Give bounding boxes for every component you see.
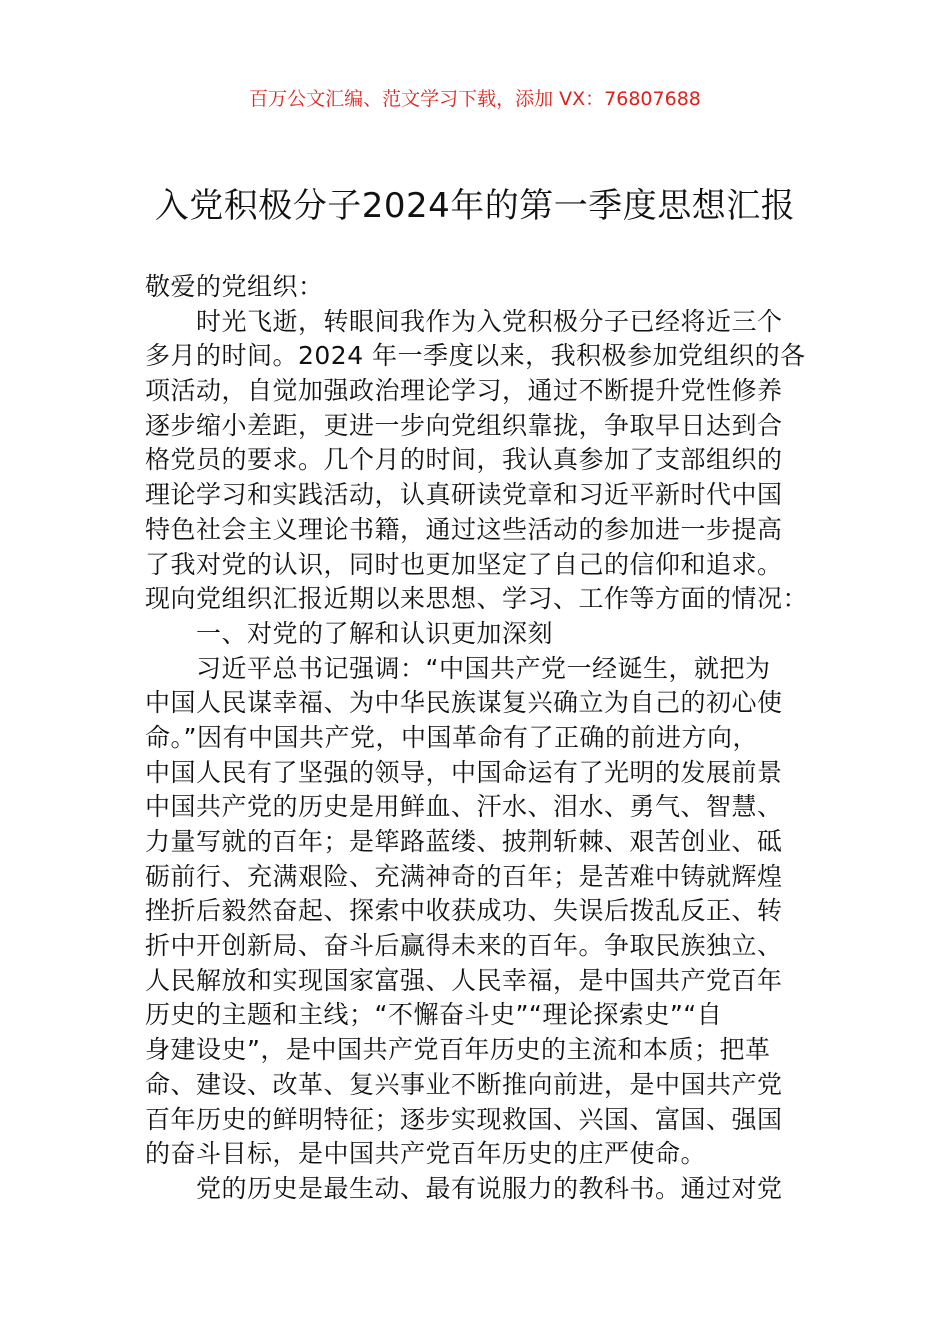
text-line: 时光飞逝，转眼间我作为入党积极分子已经将近三个 bbox=[196, 306, 783, 336]
text-line: 中国人民有了坚强的领导，中国命运有了光明的发展前景 bbox=[145, 757, 783, 787]
text-line: 中国人民谋幸福、为中华民族谋复兴确立为自己的初心使 bbox=[145, 688, 783, 718]
text-line: 中国共产党的历史是用鲜血、汗水、泪水、勇气、智慧、 bbox=[145, 792, 783, 822]
text-line: 敬爱的党组织： bbox=[145, 272, 324, 301]
text-line: 折中开创新局、奋斗后赢得未来的百年。争取民族独立、 bbox=[145, 931, 783, 961]
text-line: 多月的时间。2024 年一季度以来，我积极参加党组织的各 bbox=[145, 341, 806, 371]
text-line: 理论学习和实践活动，认真研读党章和习近平新时代中国 bbox=[145, 480, 783, 510]
text-line: 党的历史是最生动、最有说服力的教科书。通过对党 bbox=[196, 1173, 783, 1203]
text-line: 砺前行、充满艰险、充满神奇的百年；是苦难中铸就辉煌 bbox=[145, 861, 783, 891]
text-line: 格党员的要求。几个月的时间，我认真参加了支部组织的 bbox=[145, 445, 783, 475]
document-title: 入党积极分子2024年的第一季度思想汇报 bbox=[154, 186, 796, 226]
text-line: 习近平总书记强调：“中国共产党一经诞生，就把为 bbox=[196, 653, 771, 683]
text-line: 项活动，自觉加强政治理论学习，通过不断提升党性修养 bbox=[145, 376, 783, 406]
text-line: 人民解放和实现国家富强、人民幸福，是中国共产党百年 bbox=[145, 965, 783, 995]
text-line: 现向党组织汇报近期以来思想、学习、工作等方面的情况： bbox=[145, 584, 809, 614]
text-line: 百年历史的鲜明特征；逐步实现救国、兴国、富国、强国 bbox=[145, 1104, 783, 1134]
document-body bbox=[145, 270, 815, 1207]
text-line: 一、对党的了解和认识更加深刻 bbox=[196, 618, 554, 648]
text-line: 命。”因有中国共产党，中国革命有了正确的前进方向， bbox=[145, 722, 758, 752]
text-line: 挫折后毅然奋起、探索中收获成功、失误后拨乱反正、转 bbox=[145, 896, 783, 926]
text-line: 了我对党的认识，同时也更加坚定了自己的信仰和追求。 bbox=[145, 549, 783, 579]
text-line: 命、建设、改革、复兴事业不断推向前进，是中国共产党 bbox=[145, 1069, 783, 1099]
text-line: 力量写就的百年；是筚路蓝缕、披荆斩棘、艰苦创业、砥 bbox=[145, 827, 783, 856]
text-line: 历史的主题和主线；“不懈奋斗史”“理论探索史”“自 bbox=[145, 1000, 723, 1030]
watermark-header: 百万公文汇编、范文学习下载，添加 VX：76807688 bbox=[249, 88, 701, 110]
text-line: 逐步缩小差距，更进一步向党组织靠拢，争取早日达到合 bbox=[145, 410, 783, 440]
text-line: 身建设史”，是中国共产党百年历史的主流和本质；把革 bbox=[145, 1035, 771, 1065]
text-line: 的奋斗目标，是中国共产党百年历史的庄严使命。 bbox=[145, 1139, 707, 1169]
text-line: 特色社会主义理论书籍，通过这些活动的参加进一步提高 bbox=[145, 514, 783, 544]
